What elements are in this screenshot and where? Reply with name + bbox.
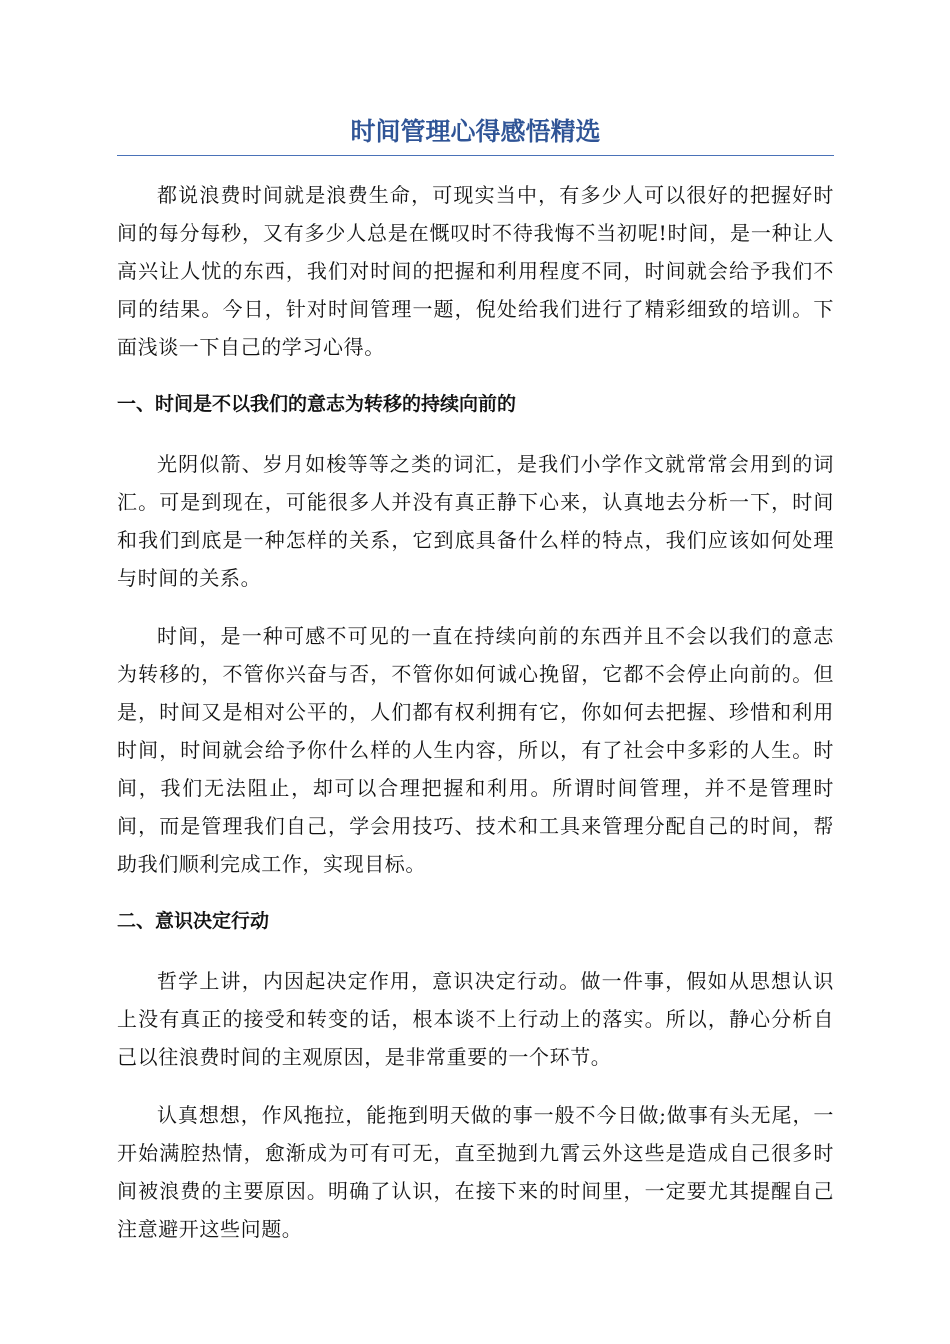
paragraph-section2-a: 哲学上讲，内因起决定作用，意识决定行动。做一件事，假如从思想认识上没有真正的接受和转变的话，根本谈不上行动上的落实。所以，静心分析自己以往浪费时间的主观原因，是非常重要的一个环节。: [117, 969, 834, 1069]
paragraph-section1-a: 光阴似箭、岁月如梭等等之类的词汇，是我们小学作文就常常会用到的词汇。可是到现在，可能很多人并没有真正静下心来，认真地去分析一下，时间和我们到底是一种怎样的关系，它到底具备什么样的特点，我们应该如何处理与时间的关系。: [117, 452, 834, 590]
document-page: [117, 110, 834, 1248]
paragraph-intro: 都说浪费时间就是浪费生命，可现实当中，有多少人可以很好的把握好时间的每分每秒，又有多少人总是在慨叹时不待我悔不当初呢!时间，是一种让人高兴让人忧的东西，我们对时间的把握和利用程度不同，时间就会给予我们不同的结果。今日，针对时间管理一题，倪处给我们进行了精彩细致的培训。下面浅谈一下自己的学习心得。: [117, 183, 834, 359]
section-heading-2: 二、意识决定行动: [117, 910, 270, 932]
paragraph-section1-b: 时间，是一种可感不可见的一直在持续向前的东西并且不会以我们的意志为转移的，不管你兴奋与否，不管你如何诚心挽留，它都不会停止向前的。但是，时间又是相对公平的，人们都有权利拥有它，你如何去把握、珍惜和利用时间，时间就会给予你什么样的人生内容，所以，有了社会中多彩的人生。时间，我们无法阻止，却可以合理把握和利用。所谓时间管理，并不是管理时间，而是管理我们自己，学会用技巧、技术和工具来管理分配自己的时间，帮助我们顺利完成工作，实现目标。: [117, 624, 834, 876]
section-heading-1: 一、时间是不以我们的意志为转移的持续向前的: [117, 393, 517, 415]
paragraph-section2-b: 认真想想，作风拖拉，能拖到明天做的事一般不今日做;做事有头无尾，一开始满腔热情，愈渐成为可有可无，直至抛到九霄云外这些是造成自己很多时间被浪费的主要原因。明确了认识，在接下来的时间里，一定要尤其提醒自己注意避开这些问题。: [117, 1103, 834, 1241]
document-title: 时间管理心得感悟精选: [117, 110, 834, 156]
